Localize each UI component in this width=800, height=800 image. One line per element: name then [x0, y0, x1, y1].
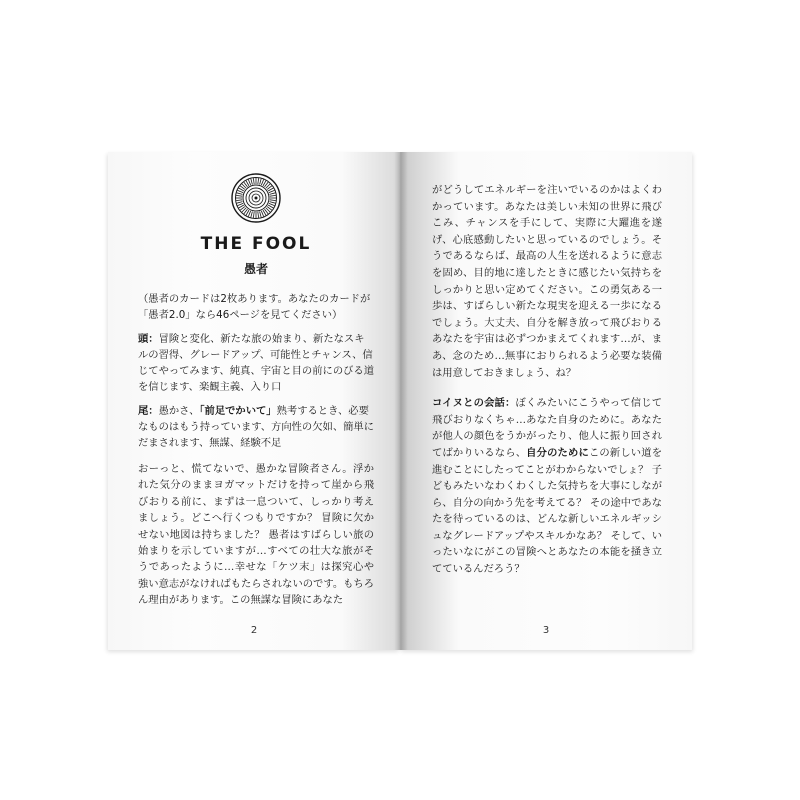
left-page	[108, 152, 400, 650]
open-book	[108, 152, 692, 650]
head-meaning	[138, 331, 374, 395]
conversation-text-1: ぼくみたいにこうやって信じて飛びおりなくちゃ…あなた自身のために。あなたが他人の顔色をうかがったり、他人に振り回されてばかりいるなら、	[432, 397, 663, 459]
conversation-label: コイヌとの会話：	[432, 397, 516, 410]
left-body-text: おーっと、慌てないで、愚かな冒険者さん。浮かれた気分のままヨガマットだけを持って崖から飛びおりる前に、まずは一息ついて、しっかり考えましょう。どこへ行くつもりですか？ 冒険に欠かせない地図は持ちました？ 愚者はすばらしい旅の始まりを示していますが…すべての壮大な旅がそうであったように…幸せな「ケツ末」は探究心や強い意志がなければもたらされないのです。もちろん理由があります。この無謀な冒険にあなた	[138, 463, 375, 607]
card-title: THE FOOL	[200, 234, 312, 254]
head-label: 頭：	[138, 333, 159, 345]
conversation-bold: 自分のために	[526, 446, 589, 459]
head-text: 冒険と変化、新たな旅の始まり、新たなスキルの習得、グレードアップ、可能性とチャンス、信じてやってみます、純真、宇宙と目の前にのびる道を信じます、楽観主義、入り口	[138, 333, 375, 393]
tail-meaning	[138, 403, 374, 451]
right-page	[400, 152, 692, 650]
book-spine	[394, 152, 408, 650]
page-number-left: 2	[250, 625, 258, 636]
right-para-1: がどうしてエネルギーを注いでいるのかはよくわかっています。あなたは美しい未知の世界に飛びこみ、チャンスを手にして、実際に大躍進を遂げ、心底感動したいと思っているのでしょう。そうであるならば、最高の人生を送れるように意志を固め、目的地に達したときに感じたい気持ちをしっかりと思い定めてください。この勇気ある一歩は、すばらしい新たな現実を迎える一歩になるでしょう。大丈夫、自分を解き放って飛びおりるあなたを宇宙は必ずつかまえてくれます…が、まあ、念のため…無事におりられるよう必要な装備は用意しておきましょう、ね？	[432, 184, 662, 379]
conversation-paragraph	[432, 395, 662, 578]
card-note: （愚者のカードは2枚あります。あなたのカードが「愚者2.0」なら46ページを見てください）	[138, 293, 371, 321]
concentric-circle-emblem-icon	[230, 172, 282, 224]
card-subtitle: 愚者	[243, 262, 268, 276]
tail-text-2: 熟考するとき、必要なものはもう持っています、方向性の欠如、簡単にだまされます、無謀、経験不足	[138, 405, 375, 449]
tail-label: 尾：	[138, 405, 159, 417]
page-number-right: 3	[542, 625, 550, 636]
tail-text-1: 愚かさ、	[158, 405, 200, 417]
conversation-text-2: この新しい道を進むことにしたってことがわからないでしょ？ 子どもみたいなわくわくした気持ちを大事にしながら、自分の向かう先を考えてる？ その途中であなたを待っているのは、どんな新しいエネルギッシュなグレードアップやスキルかなあ？ そして、いったいなにがこの冒険へとあなたの本能を掻き立てているんだろう？	[432, 446, 663, 576]
tail-bold: 「前足でかいて」	[199, 405, 277, 417]
